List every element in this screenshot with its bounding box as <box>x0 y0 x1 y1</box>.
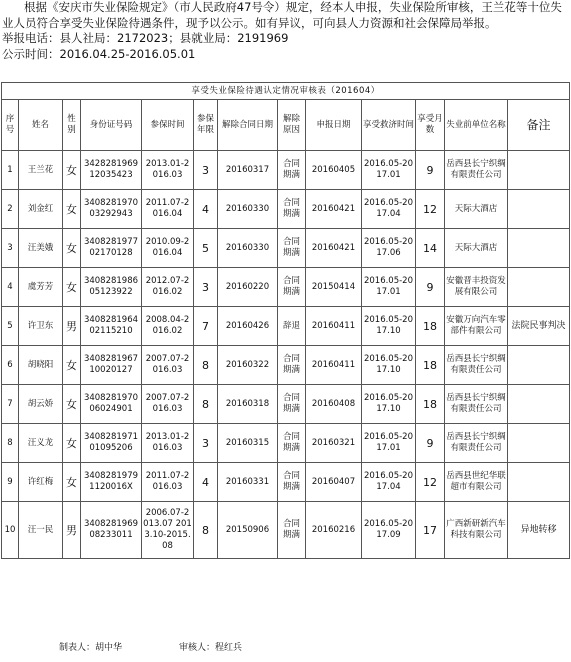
table-cell: 20160331 <box>218 463 278 502</box>
table-cell: 2016.05-2017.09 <box>362 502 416 559</box>
table-cell: 虞芳芳 <box>19 268 63 307</box>
table-cell: 2013.01-2016.03 <box>142 424 194 463</box>
table-cell: 岳西县世纪华联超市有限公司 <box>445 463 508 502</box>
table-cell: 2016.05-2017.06 <box>362 229 416 268</box>
table-cell: 20150414 <box>306 268 362 307</box>
table-cell: 20150906 <box>218 502 278 559</box>
table-cell: 异地转移 <box>508 502 570 559</box>
table-cell <box>508 190 570 229</box>
table-cell <box>508 229 570 268</box>
table-cell: 合同期满 <box>278 229 306 268</box>
table-cell: 岳西县长宁织绸有限责任公司 <box>445 346 508 385</box>
benefit-review-table <box>1 82 570 559</box>
table-cell: 340828196710020127 <box>81 346 142 385</box>
table-cell: 2012.07-2016.02 <box>142 268 194 307</box>
table-cell: 12 <box>416 463 445 502</box>
table-cell: 2016.05-2017.01 <box>362 424 416 463</box>
table-cell: 胡云娇 <box>19 385 63 424</box>
table-header-row <box>2 100 570 151</box>
table-cell: 男 <box>63 307 81 346</box>
table-cell: 女 <box>63 385 81 424</box>
table-cell: 340828197101095206 <box>81 424 142 463</box>
table-cell: 20160330 <box>218 190 278 229</box>
table-cell: 20160421 <box>306 229 362 268</box>
column-header: 参保年限 <box>194 100 218 151</box>
table-cell: 8 <box>194 346 218 385</box>
announcement-body: 根据《安庆市失业保险规定》（市人民政府47号令）规定，经本人申报，失业保险所审核，王兰花等十位失业人员符合享受失业保险待遇条件，现予以公示。如有异议，可向县人力资源和社会保障局举报。 <box>2 0 562 30</box>
report-phone: 举报电话：县人社局：2172023；县就业局：2191969 <box>2 31 289 45</box>
table-cell: 14 <box>416 229 445 268</box>
table-title: 享受失业保险待遇认定情况审核表（201604） <box>2 83 570 100</box>
table-row <box>2 190 570 229</box>
table-cell: 2016.05-2017.01 <box>362 268 416 307</box>
column-header: 身份证号码 <box>81 100 142 151</box>
table-cell: 9 <box>2 463 19 502</box>
table-cell: 17 <box>416 502 445 559</box>
table-cell: 2016.05-2017.10 <box>362 346 416 385</box>
table-row <box>2 151 570 190</box>
table-cell <box>508 463 570 502</box>
table-cell: 男 <box>63 502 81 559</box>
column-header: 解除合同日期 <box>218 100 278 151</box>
table-cell: 4 <box>194 463 218 502</box>
table-cell: 2 <box>2 190 19 229</box>
table-cell: 7 <box>194 307 218 346</box>
table-cell: 2006.07-2013.07 2013.10-2015.08 <box>142 502 194 559</box>
table-cell: 340828197702170128 <box>81 229 142 268</box>
table-cell: 9 <box>416 151 445 190</box>
table-cell: 2011.07-2016.04 <box>142 190 194 229</box>
table-cell: 合同期满 <box>278 502 306 559</box>
table-cell: 女 <box>63 268 81 307</box>
table-cell: 8 <box>2 424 19 463</box>
table-cell: 20160407 <box>306 463 362 502</box>
table-cell: 340828197003292943 <box>81 190 142 229</box>
table-cell <box>508 385 570 424</box>
table-row <box>2 502 570 559</box>
table-cell <box>508 268 570 307</box>
column-header: 性别 <box>63 100 81 151</box>
table-row <box>2 346 570 385</box>
publicity-period: 公示时间：2016.04.25-2016.05.01 <box>2 46 196 61</box>
table-cell: 9 <box>416 424 445 463</box>
table-cell: 2013.01-2016.03 <box>142 151 194 190</box>
table-cell: 18 <box>416 346 445 385</box>
table-cell: 岳西县长宁织绸有限责任公司 <box>445 151 508 190</box>
table-cell: 10 <box>2 502 19 559</box>
table-cell: 辞退 <box>278 307 306 346</box>
table-cell: 2007.07-2016.03 <box>142 346 194 385</box>
column-header: 申报日期 <box>306 100 362 151</box>
table-cell: 20160318 <box>218 385 278 424</box>
table-row <box>2 268 570 307</box>
table-cell: 许红梅 <box>19 463 63 502</box>
table-cell: 汪义龙 <box>19 424 63 463</box>
column-header: 享受救济时间 <box>362 100 416 151</box>
table-cell: 4 <box>194 190 218 229</box>
table-cell: 安徽万向汽车零部件有限公司 <box>445 307 508 346</box>
table-cell: 2016.05-2017.01 <box>362 151 416 190</box>
table-cell: 合同期满 <box>278 424 306 463</box>
table-cell: 2011.07-2016.03 <box>142 463 194 502</box>
table-cell: 汪一民 <box>19 502 63 559</box>
table-cell: 合同期满 <box>278 151 306 190</box>
table-cell: 20160411 <box>306 307 362 346</box>
table-cell: 2008.04-2016.02 <box>142 307 194 346</box>
table-cell: 340828197006024901 <box>81 385 142 424</box>
table-row <box>2 385 570 424</box>
table-cell: 女 <box>63 463 81 502</box>
table-cell: 天际大酒店 <box>445 229 508 268</box>
table-cell: 34082819791120016X <box>81 463 142 502</box>
column-header: 失业前单位名称 <box>445 100 508 151</box>
table-cell: 合同期满 <box>278 268 306 307</box>
column-header: 享受月数 <box>416 100 445 151</box>
table-cell: 5 <box>194 229 218 268</box>
column-header: 备注 <box>508 100 570 151</box>
table-row <box>2 463 570 502</box>
column-header: 姓名 <box>19 100 63 151</box>
announcement-text <box>2 0 568 62</box>
table-cell: 女 <box>63 346 81 385</box>
table-cell: 20160421 <box>306 190 362 229</box>
table-cell: 王兰花 <box>19 151 63 190</box>
table-cell: 2016.05-2017.04 <box>362 463 416 502</box>
table-cell: 20160321 <box>306 424 362 463</box>
table-cell: 天际大酒店 <box>445 190 508 229</box>
table-cell: 342828196912035423 <box>81 151 142 190</box>
table-cell: 合同期满 <box>278 385 306 424</box>
table-cell: 许卫东 <box>19 307 63 346</box>
table-cell: 3 <box>2 229 19 268</box>
table-cell <box>508 346 570 385</box>
table-cell: 20160220 <box>218 268 278 307</box>
table-cell: 3 <box>194 424 218 463</box>
table-cell: 合同期满 <box>278 463 306 502</box>
table-cell: 20160405 <box>306 151 362 190</box>
table-cell: 安徽晋丰投资发展有限公司 <box>445 268 508 307</box>
table-cell: 刘金红 <box>19 190 63 229</box>
table-cell: 18 <box>416 385 445 424</box>
table-maker: 制表人：胡中华 <box>59 643 123 653</box>
table-cell: 2016.05-2017.10 <box>362 385 416 424</box>
table-cell: 2007.07-2016.03 <box>142 385 194 424</box>
table-cell: 20160330 <box>218 229 278 268</box>
table-cell: 8 <box>194 502 218 559</box>
table-cell: 法院民事判决 <box>508 307 570 346</box>
table-cell: 12 <box>416 190 445 229</box>
table-cell: 2010.09-2016.04 <box>142 229 194 268</box>
table-cell: 6 <box>2 346 19 385</box>
table-cell: 20160322 <box>218 346 278 385</box>
table-cell: 9 <box>416 268 445 307</box>
table-cell: 18 <box>416 307 445 346</box>
table-cell: 岳西县长宁织绸有限责任公司 <box>445 385 508 424</box>
table-cell: 3 <box>194 151 218 190</box>
table-cell: 合同期满 <box>278 190 306 229</box>
column-header: 解除原因 <box>278 100 306 151</box>
table-cell: 岳西县长宁织绸有限责任公司 <box>445 424 508 463</box>
table-cell <box>508 151 570 190</box>
table-cell: 女 <box>63 424 81 463</box>
table-cell: 20160411 <box>306 346 362 385</box>
table-reviewer: 审核人：程红兵 <box>179 643 243 653</box>
table-cell: 3 <box>194 268 218 307</box>
table-cell: 20160317 <box>218 151 278 190</box>
table-cell: 5 <box>2 307 19 346</box>
table-cell: 女 <box>63 151 81 190</box>
table-cell: 7 <box>2 385 19 424</box>
column-header: 参保时间 <box>142 100 194 151</box>
table-cell: 广西新研新汽车科技有限公司 <box>445 502 508 559</box>
table-cell: 汪美娥 <box>19 229 63 268</box>
table-cell: 女 <box>63 229 81 268</box>
table-cell: 340828198605123922 <box>81 268 142 307</box>
table-cell: 20160315 <box>218 424 278 463</box>
table-cell: 4 <box>2 268 19 307</box>
table-row <box>2 307 570 346</box>
table-row <box>2 229 570 268</box>
table-row <box>2 424 570 463</box>
table-cell: 1 <box>2 151 19 190</box>
table-cell <box>508 424 570 463</box>
table-cell: 20160408 <box>306 385 362 424</box>
table-cell: 胡晓阳 <box>19 346 63 385</box>
table-cell: 2016.05-2017.04 <box>362 190 416 229</box>
column-header: 序号 <box>2 100 19 151</box>
table-cell: 340828196908233011 <box>81 502 142 559</box>
table-cell: 20160216 <box>306 502 362 559</box>
table-cell: 女 <box>63 190 81 229</box>
table-cell: 20160426 <box>218 307 278 346</box>
table-cell: 8 <box>194 385 218 424</box>
table-cell: 340828196402115210 <box>81 307 142 346</box>
table-cell: 合同期满 <box>278 346 306 385</box>
table-title-row <box>2 83 570 100</box>
table-cell: 2016.05-2017.10 <box>362 307 416 346</box>
